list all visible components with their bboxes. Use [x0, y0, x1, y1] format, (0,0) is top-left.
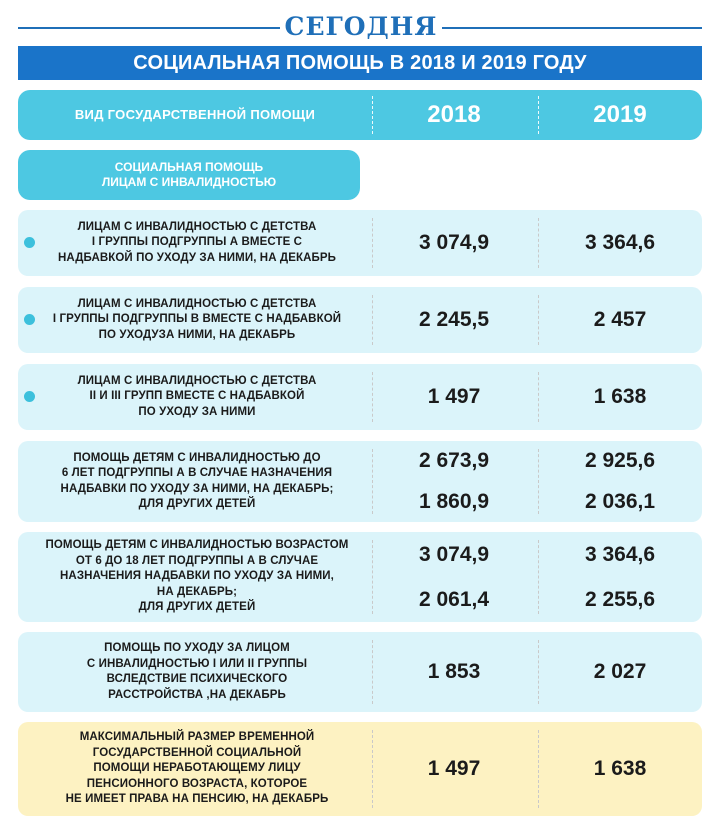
value-2018-cell [372, 441, 536, 522]
value-2019-cell [538, 632, 702, 712]
chart-title: СОЦИАЛЬНАЯ ПОМОЩЬ В 2018 И 2019 ГОДУ [18, 46, 702, 80]
value-2018: 1 497 [427, 385, 481, 408]
column-header-type: ВИД ГОСУДАРСТВЕННОЙ ПОМОЩИ [74, 107, 316, 122]
table-row [18, 210, 702, 276]
column-header-2018: 2018 [427, 101, 481, 128]
row-label: ПОМОЩЬ ДЕТЯМ С ИНВАЛИДНОСТЬЮ ДО 6 ЛЕТ ПОДГРУППЫ А В СЛУЧАЕ НАЗНАЧЕНИЯ НАДБАВКИ ПО УХОДУ ЗА НИМИ, НА ДЕКАБРЬ; ДЛЯ ДРУГИХ ДЕТЕЙ [60, 451, 334, 510]
value-2019: 2 457 [593, 308, 647, 331]
table-row [18, 364, 702, 430]
value-2018: 1 860,9 [418, 489, 490, 513]
value-2018: 2 061,4 [418, 587, 490, 611]
value-2018-cell [372, 364, 536, 430]
value-2018-cell [372, 632, 536, 712]
value-2019-cell [538, 210, 702, 276]
value-2018: 3 074,9 [418, 542, 490, 566]
value-2019: 2 036,1 [584, 489, 656, 513]
value-2018-cell [372, 210, 536, 276]
value-2018: 2 245,5 [418, 308, 490, 331]
table-row [18, 441, 702, 522]
brand-logo: СЕГОДНЯ [284, 12, 438, 41]
brand-rule-right [442, 27, 702, 29]
value-2019: 1 638 [593, 385, 647, 408]
brand-header [18, 10, 702, 44]
value-2018-cell [372, 532, 536, 622]
table-row [18, 632, 702, 712]
row-label: ЛИЦАМ С ИНВАЛИДНОСТЬЮ С ДЕТСТВА II И III ГРУПП ВМЕСТЕ С НАДБАВКОЙ ПО УХОДУ ЗА НИМИ [77, 374, 317, 418]
value-2019-cell [538, 441, 702, 522]
value-2018: 2 673,9 [418, 449, 490, 473]
table-header [18, 90, 702, 140]
value-2019: 3 364,6 [584, 542, 656, 566]
row-label: ПОМОЩЬ ПО УХОДУ ЗА ЛИЦОМ С ИНВАЛИДНОСТЬЮ I ИЛИ II ГРУППЫ ВСЛЕДСТВИЕ ПСИХИЧЕСКОГО РАССТРОЙСТВА ,НА ДЕКАБРЬ [86, 642, 308, 701]
row-label: ЛИЦАМ С ИНВАЛИДНОСТЬЮ С ДЕТСТВА I ГРУППЫ ПОДГРУППЫ А ВМЕСТЕ С НАДБАВКОЙ ПО УХОДУ ЗА НИМИ, НА ДЕКАБРЬ [57, 220, 336, 264]
value-2019-cell [538, 532, 702, 622]
value-2019-cell [538, 287, 702, 353]
value-2018: 1 497 [427, 757, 481, 780]
value-2018: 1 853 [427, 660, 481, 683]
row-label: ЛИЦАМ С ИНВАЛИДНОСТЬЮ С ДЕТСТВА I ГРУППЫ ПОДГРУППЫ В ВМЕСТЕ С НАДБАВКОЙ ПО УХОДУЗА НИМИ, НА ДЕКАБРЬ [52, 297, 342, 341]
section-heading: СОЦИАЛЬНАЯ ПОМОЩЬ ЛИЦАМ С ИНВАЛИДНОСТЬЮ [18, 150, 360, 200]
brand-rule-left [18, 27, 280, 29]
value-2019: 2 925,6 [584, 449, 656, 473]
value-2019: 3 364,6 [584, 231, 656, 254]
row-label: МАКСИМАЛЬНЫЙ РАЗМЕР ВРЕМЕННОЙ ГОСУДАРСТВЕННОЙ СОЦИАЛЬНОЙ ПОМОЩИ НЕРАБОТАЮЩЕМУ ЛИЦУ ПЕНСИОННОГО ВОЗРАСТА, КОТОРОЕ НЕ ИМЕЕТ ПРАВА НА ПЕНСИЮ, НА ДЕКАБРЬ [65, 731, 329, 806]
value-2019: 2 027 [593, 660, 647, 683]
column-header-2019: 2019 [593, 101, 647, 128]
table-row [18, 287, 702, 353]
table-row [18, 532, 702, 622]
table-row [18, 722, 702, 816]
value-2018: 3 074,9 [418, 231, 490, 254]
value-2018-cell [372, 722, 536, 816]
row-label: ПОМОЩЬ ДЕТЯМ С ИНВАЛИДНОСТЬЮ ВОЗРАСТОМ ОТ 6 ДО 18 ЛЕТ ПОДГРУППЫ А В СЛУЧАЕ НАЗНАЧЕНИЯ НАДБАВКИ ПО УХОДУ ЗА НИМИ, НА ДЕКАБРЬ; ДЛЯ ДРУГИХ ДЕТЕЙ [45, 539, 349, 614]
value-2019: 2 255,6 [584, 587, 656, 611]
value-2019-cell [538, 364, 702, 430]
value-2019-cell [538, 722, 702, 816]
value-2018-cell [372, 287, 536, 353]
value-2019: 1 638 [593, 757, 647, 780]
